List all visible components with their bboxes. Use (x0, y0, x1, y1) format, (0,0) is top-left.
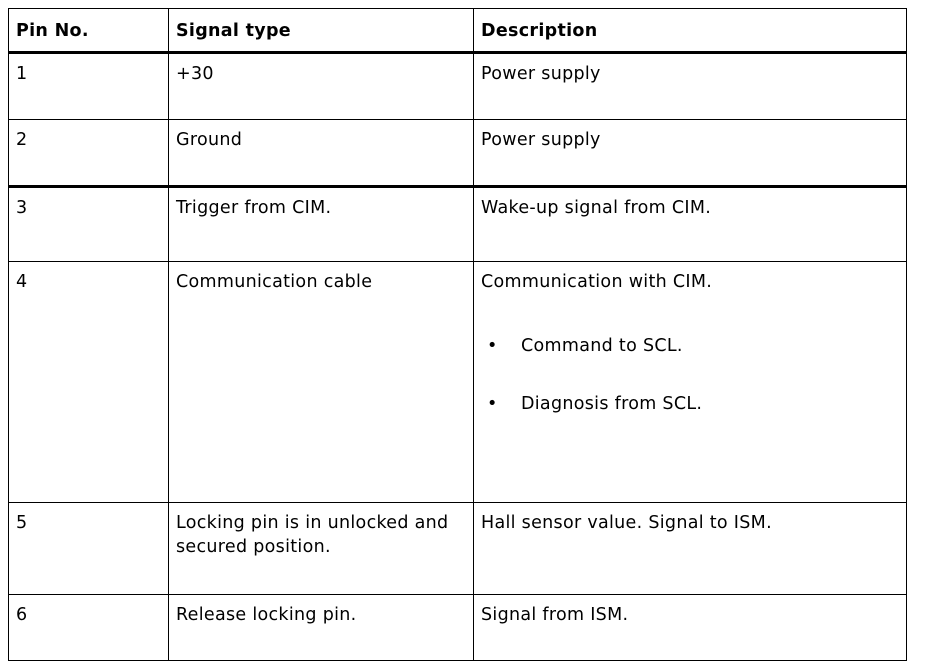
description-cell (474, 262, 907, 503)
description-cell: Signal from ISM. (474, 595, 907, 661)
signal-cell: +30 (169, 53, 474, 120)
bullet-list (481, 334, 906, 416)
table-row (9, 120, 907, 187)
header-description: Description (474, 9, 907, 53)
pin-cell: 3 (9, 187, 169, 262)
signal-cell: Release locking pin. (169, 595, 474, 661)
pin-cell: 6 (9, 595, 169, 661)
description-cell: Wake-up signal from CIM. (474, 187, 907, 262)
bullet-text: Command to SCL. (521, 336, 683, 356)
bullet-text: Diagnosis from SCL. (521, 394, 703, 414)
header-row (9, 9, 907, 53)
pin-cell: 4 (9, 262, 169, 503)
pin-cell: 5 (9, 503, 169, 595)
bullet-icon: • (487, 394, 498, 414)
description-text: Communication with CIM. (481, 272, 713, 292)
description-cell: Power supply (474, 120, 907, 187)
header-signal-type: Signal type (169, 9, 474, 53)
table-row (9, 53, 907, 120)
bullet-icon: • (487, 336, 498, 356)
table-row (9, 187, 907, 262)
description-cell: Hall sensor value. Signal to ISM. (474, 503, 907, 595)
list-item (481, 392, 906, 416)
signal-cell: Locking pin is in unlocked and secured position. (169, 503, 474, 595)
table-row (9, 262, 907, 503)
pin-cell: 2 (9, 120, 169, 187)
pin-table (8, 8, 907, 661)
table-row (9, 595, 907, 661)
header-pin-no: Pin No. (9, 9, 169, 53)
table-row (9, 503, 907, 595)
signal-cell: Communication cable (169, 262, 474, 503)
pin-cell: 1 (9, 53, 169, 120)
signal-cell: Ground (169, 120, 474, 187)
description-cell: Power supply (474, 53, 907, 120)
list-item (481, 334, 906, 358)
signal-cell: Trigger from CIM. (169, 187, 474, 262)
